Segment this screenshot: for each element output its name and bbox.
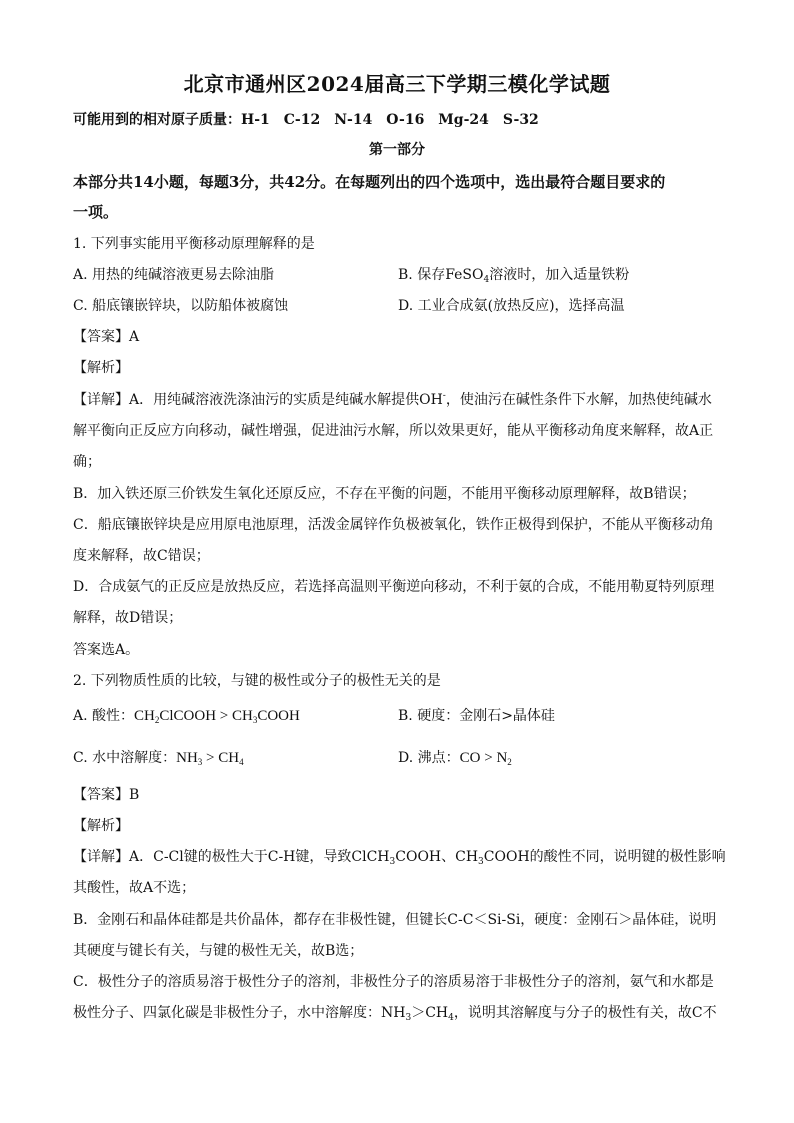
q1-detail-line-1: 【详解】A．用纯碱溶液洗涤油污的实质是纯碱水解提供OH-，使油污在碱性条件下水解，加热使纯碱水 [73, 391, 712, 408]
q1-option-d: D. 工业合成氨(放热反应)，选择高温 [398, 298, 625, 314]
atomic-mass-line: 可能用到的相对原子质量：H-1 C-12 N-14 O-16 Mg-24 S-32 [73, 112, 539, 128]
q2-detail-line-4: 其硬度与键长有关，与键的极性无关，故B选； [73, 943, 364, 959]
q2-detail-line-1: 【详解】A．C-Cl键的极性大于C-H键，导致ClCH$_3$COOH、$CH_3COOH$的酸性不同，说明键的极性影响 [73, 849, 726, 867]
page-title: 北京市通州区2024届高三下学期三模化学试题 [183, 72, 611, 96]
q2-detail-line-6: 极性分子、四氯化碳是非极性分子，水中溶解度：$NH_3>CH_4$，说明其溶解度与分子的极性有关，故C不 [73, 1005, 717, 1023]
q1-option-b: B. 保存FeSO$_4$溶液时，加入适量铁粉 [398, 267, 630, 285]
q1-conclusion: 答案选A。 [73, 642, 140, 658]
q2-stem: 2. 下列物质性质的比较，与键的极性或分子的极性无关的是 [73, 673, 441, 689]
q2-answer: 【答案】B [73, 787, 140, 803]
q1-detail-line-8: 解释，故D错误； [73, 610, 183, 626]
q1-detail-line-3: 确； [73, 454, 101, 470]
q1-detail-line-2: 解平衡向正反应方向移动，碱性增强，促进油污水解，所以效果更好，能从平衡移动角度来解释，故A正 [73, 423, 714, 439]
q2-option-d: D. 沸点：CO > $N_2$ [398, 750, 512, 767]
q1-option-c: C. 船底镶嵌锌块，以防船体被腐蚀 [73, 298, 289, 314]
q2-option-c: C. 水中溶解度：$NH_3 > CH_4$ [73, 750, 244, 767]
q1-detail-line-4: B．加入铁还原三价铁发生氧化还原反应，不存在平衡的问题，不能用平衡移动原理解释，故B错误； [73, 486, 696, 502]
q1-option-a: A. 用热的纯碱溶液更易去除油脂 [73, 267, 275, 283]
q2-detail-line-2: 其酸性，故A不选； [73, 880, 196, 896]
q2-detail-line-3: B．金刚石和晶体硅都是共价晶体，都存在非极性键，但键长C-C＜Si-Si，硬度：金刚石＞晶体硅，说明 [73, 912, 717, 928]
q1-detail-line-5: C．船底镶嵌锌块是应用原电池原理，活泼金属锌作负极被氧化，铁作正极得到保护，不能从平衡移动角 [73, 517, 714, 533]
q2-detail-line-5: C．极性分子的溶质易溶于极性分子的溶剂，非极性分子的溶质易溶于非极性分子的溶剂，氨气和水都是 [73, 974, 714, 990]
q2-option-a: A. 酸性：$CH_2ClCOOH$ > $CH_3COOH$ [73, 708, 300, 725]
part-heading: 第一部分 [369, 142, 425, 158]
q1-stem: 1. 下列事实能用平衡移动原理解释的是 [73, 236, 315, 252]
q1-analysis-label: 【解析】 [73, 360, 129, 376]
q1-answer: 【答案】A [73, 329, 140, 345]
q2-analysis-label: 【解析】 [73, 818, 129, 834]
q1-detail-line-6: 度来解释，故C错误； [73, 548, 210, 564]
q1-detail-line-7: D．合成氨气的正反应是放热反应，若选择高温则平衡逆向移动，不利于氨的合成，不能用勒夏特列原理 [73, 579, 715, 595]
instructions-line-2: 一项。 [73, 203, 119, 221]
instructions-line-1: 本部分共14小题，每题3分，共42分。在每题列出的四个选项中，选出最符合题目要求的 [73, 173, 666, 191]
q2-option-b: B. 硬度：金刚石>晶体硅 [398, 708, 555, 724]
